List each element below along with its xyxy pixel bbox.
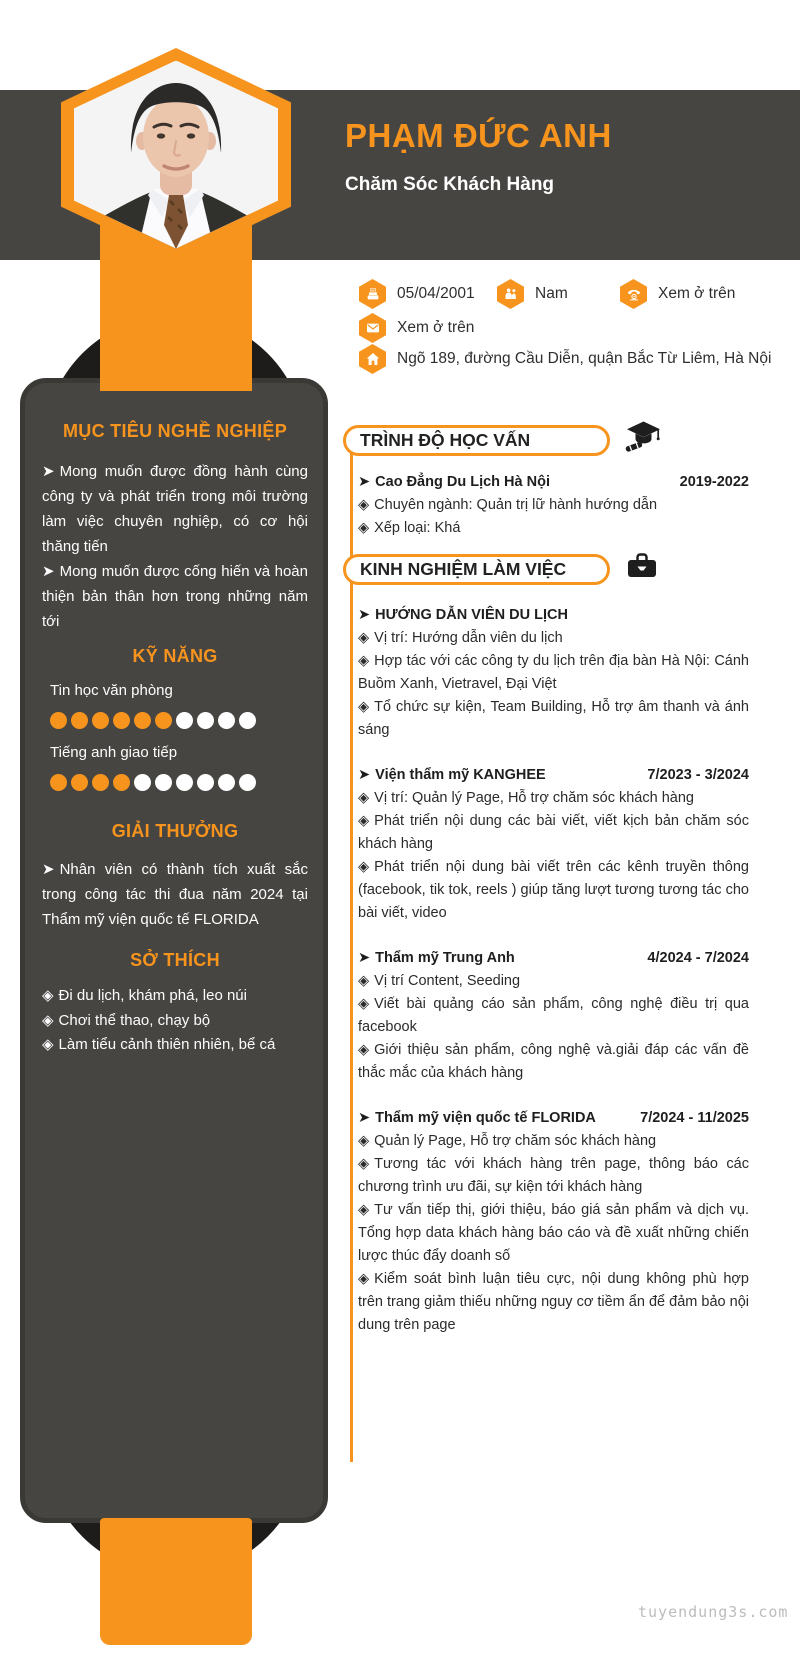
- diamond-bullet-icon: ◈: [358, 1156, 370, 1172]
- envelope-icon: [359, 313, 386, 343]
- contact-dob: [359, 279, 475, 309]
- hobby-item-text: Đi du lịch, khám phá, leo núi: [58, 987, 247, 1004]
- job-period: 7/2023 - 3/2024: [647, 767, 749, 783]
- skill-dot: [50, 774, 67, 791]
- objective-list: [42, 459, 308, 634]
- job-period: 4/2024 - 7/2024: [647, 950, 749, 966]
- skill-label: Tin học văn phòng: [50, 682, 173, 699]
- skill-rating: [50, 712, 308, 729]
- hobby-item: [42, 1033, 308, 1058]
- arrow-bullet-icon: ➤: [42, 861, 55, 878]
- job-detail: [358, 1153, 749, 1199]
- award-item-text: Nhân viên có thành tích xuất sắc trong công tác thi đua năm 2024 tại Thẩm mỹ viện quốc tế FLORIDA: [42, 861, 308, 928]
- awards-list: [42, 857, 308, 932]
- timeline-line: [350, 442, 353, 1462]
- contact-gender: [497, 279, 568, 309]
- diamond-bullet-icon: ◈: [358, 699, 370, 715]
- skill-dot: [197, 712, 214, 729]
- graduation-cap-icon: [625, 420, 662, 458]
- job-detail-text: Vị trí Content, Seeding: [374, 973, 521, 989]
- job-title-row: [358, 604, 749, 627]
- photo-hexagon-border: [61, 48, 291, 261]
- job-detail-text: Quản lý Page, Hỗ trợ chăm sóc khách hàng: [374, 1133, 657, 1149]
- education-entry-title-row: [358, 471, 749, 494]
- skill-dot: [134, 712, 151, 729]
- contact-email-value: Xem ở trên: [397, 319, 475, 336]
- school-name: [358, 471, 550, 494]
- arrow-bullet-icon: ➤: [358, 767, 371, 783]
- skills-list: [42, 682, 308, 791]
- skill-dot: [71, 712, 88, 729]
- objective-heading: MỤC TIÊU NGHỀ NGHIỆP: [62, 421, 287, 441]
- job-detail: [358, 787, 749, 810]
- job-detail-text: Tổ chức sự kiện, Team Building, Hỗ trợ âm thanh và ánh sáng: [358, 699, 749, 738]
- telephone-icon: [620, 279, 647, 309]
- job-detail: [358, 650, 749, 696]
- diamond-bullet-icon: ◈: [42, 987, 54, 1004]
- job-detail-text: Vị trí: Quản lý Page, Hỗ trợ chăm sóc khách hàng: [374, 790, 694, 806]
- job-period: 7/2024 - 11/2025: [640, 1110, 749, 1126]
- job-detail-text: Giới thiệu sản phẩm, công nghệ và.giải đáp các vấn đề thắc mắc của khách hàng: [358, 1042, 749, 1081]
- company-name-text: Thẩm mỹ Trung Anh: [375, 950, 515, 966]
- company-name: [358, 1107, 596, 1130]
- job-detail: [358, 993, 749, 1039]
- job-detail: [358, 627, 749, 650]
- briefcase-icon: [625, 551, 659, 586]
- job-detail-text: Kiểm soát bình luận tiêu cực, nội dung không phù hợp trên trang giảm thiếu những nguy cơ tiềm ẩn để đảm bảo nội dung trên page: [358, 1271, 749, 1333]
- arrow-bullet-icon: ➤: [358, 950, 371, 966]
- contact-dob-value: 05/04/2001: [397, 285, 475, 302]
- job-detail: [358, 856, 749, 925]
- company-name: [358, 947, 515, 970]
- diamond-bullet-icon: ◈: [358, 1133, 370, 1149]
- company-name: [358, 604, 568, 627]
- job-title-row: [358, 947, 749, 970]
- contact-phone: [620, 279, 735, 309]
- diamond-bullet-icon: ◈: [358, 790, 370, 806]
- arrow-bullet-icon: ➤: [358, 607, 371, 623]
- contact-phone-value: Xem ở trên: [658, 285, 736, 302]
- job-detail: [358, 1130, 749, 1153]
- education-detail: [358, 517, 749, 540]
- diamond-bullet-icon: ◈: [42, 1011, 54, 1029]
- skill-dot: [176, 712, 193, 729]
- job-detail: [358, 970, 749, 993]
- job-detail: [358, 1039, 749, 1085]
- job-entry: [358, 1107, 749, 1337]
- objective-item-text: Mong muốn được đồng hành cùng công ty và phát triển trong môi trường làm việc chuyên nghiệp, có cơ hội thăng tiến: [42, 463, 308, 555]
- contact-address-value: Ngõ 189, đường Cầu Diễn, quận Bắc Từ Liêm, Hà Nội: [397, 350, 772, 367]
- skill-dot: [218, 774, 235, 791]
- school-name-text: Cao Đẳng Du Lịch Hà Nội: [375, 474, 550, 490]
- hobbies-list: [42, 984, 308, 1058]
- diamond-bullet-icon: ◈: [358, 996, 370, 1012]
- house-icon: [359, 344, 386, 374]
- experience-heading: KINH NGHIỆM LÀM VIỆC: [360, 559, 567, 579]
- skill-dot: [197, 774, 214, 791]
- job-detail-text: Vị trí: Hướng dẫn viên du lịch: [374, 630, 563, 646]
- contact-gender-value: Nam: [535, 285, 568, 302]
- job-detail: [358, 810, 749, 856]
- awards-heading: GIẢI THƯỞNG: [111, 821, 239, 841]
- arrow-bullet-icon: ➤: [42, 563, 55, 580]
- education-period: 2019-2022: [679, 474, 749, 490]
- objective-item: [42, 559, 308, 634]
- person-name: PHẠM ĐỨC ANH: [345, 117, 612, 154]
- main-column: [343, 422, 749, 1359]
- diamond-bullet-icon: ◈: [42, 1036, 54, 1053]
- job-detail-text: Phát triển nội dung các bài viết, viết kịch bản chăm sóc khách hàng: [358, 813, 749, 852]
- job-detail-text: Tương tác với khách hàng trên page, thông báo các chương trình ưu đãi, sự kiện tới khách hàng: [358, 1156, 749, 1195]
- company-name-text: Thẩm mỹ viện quốc tế FLORIDA: [375, 1110, 596, 1126]
- education-detail-text: Chuyên ngành: Quản trị lữ hành hướng dẫn: [374, 497, 658, 513]
- diamond-bullet-icon: ◈: [358, 1042, 370, 1058]
- skill-dot: [71, 774, 88, 791]
- skill-dot: [155, 774, 172, 791]
- skills-heading: KỸ NĂNG: [132, 646, 218, 666]
- diamond-bullet-icon: ◈: [358, 497, 370, 513]
- arrow-bullet-icon: ➤: [358, 474, 371, 490]
- hobby-item: [42, 984, 308, 1009]
- skill-dot: [155, 712, 172, 729]
- job-detail-text: Hợp tác với các công ty du lịch trên địa bàn Hà Nội: Cánh Buồm Xanh, Vietravel, Đại Việt: [358, 653, 749, 692]
- skill-rating: [50, 774, 308, 791]
- education-detail-text: Xếp loại: Khá: [374, 520, 461, 536]
- skill-dot: [218, 712, 235, 729]
- experience-section: [343, 553, 749, 586]
- job-detail: [358, 1268, 749, 1337]
- arrow-bullet-icon: ➤: [358, 1110, 371, 1126]
- job-title-row: [358, 764, 749, 787]
- company-name-text: HƯỚNG DẪN VIÊN DU LỊCH: [375, 607, 568, 623]
- people-icon: [497, 279, 524, 309]
- objective-item: [42, 459, 308, 559]
- job-entry: [358, 947, 749, 1085]
- award-item: [42, 857, 308, 932]
- contact-email: [359, 313, 474, 343]
- job-title-row: [358, 1107, 749, 1130]
- objective-item-text: Mong muốn được cống hiến và hoàn thiện bản thân hơn trong những năm tới: [42, 563, 308, 630]
- experience-section-header: [343, 554, 610, 585]
- diamond-bullet-icon: ◈: [358, 1202, 370, 1218]
- hobbies-heading: SỞ THÍCH: [130, 950, 220, 970]
- job-detail: [358, 1199, 749, 1268]
- skill-dot: [176, 774, 193, 791]
- profile-photo: [74, 61, 278, 249]
- birthday-cake-icon: [359, 279, 386, 309]
- job-detail-text: Phát triển nội dung bài viết trên các kênh truyền thông (facebook, tik tok, reels ) giúp tăng lượt tương tương tác cho bài viết, video: [358, 859, 749, 921]
- diamond-bullet-icon: ◈: [358, 520, 370, 536]
- diamond-bullet-icon: ◈: [358, 1271, 370, 1287]
- skill-dot: [239, 774, 256, 791]
- company-name-text: Viện thẩm mỹ KANGHEE: [375, 767, 546, 783]
- diamond-bullet-icon: ◈: [358, 630, 370, 646]
- skill-dot: [239, 712, 256, 729]
- education-section: [343, 422, 749, 458]
- education-detail: [358, 494, 749, 517]
- contact-address: [359, 344, 771, 374]
- skill-dot: [92, 712, 109, 729]
- job-entry: [358, 604, 749, 742]
- hobby-item-text: Làm tiểu cảnh thiên nhiên, bể cá: [58, 1036, 276, 1053]
- arrow-bullet-icon: ➤: [42, 463, 55, 480]
- portrait-illustration: [74, 61, 278, 249]
- profile-photo-frame: [61, 48, 291, 261]
- experience-entries: [358, 604, 749, 1337]
- diamond-bullet-icon: ◈: [358, 813, 370, 829]
- ribbon-bottom: [100, 1518, 252, 1645]
- watermark: tuyendung3s.com: [638, 1603, 789, 1621]
- skill-dot: [113, 712, 130, 729]
- job-entry: [358, 764, 749, 925]
- diamond-bullet-icon: ◈: [358, 859, 370, 875]
- job-detail: [358, 696, 749, 742]
- skill-label: Tiếng anh giao tiếp: [50, 744, 178, 761]
- job-detail-text: Viết bài quảng cáo sản phẩm, công nghệ điều trị qua facebook: [358, 996, 749, 1035]
- skill-dot: [92, 774, 109, 791]
- diamond-bullet-icon: ◈: [358, 653, 370, 669]
- education-heading: TRÌNH ĐỘ HỌC VẤN: [360, 429, 531, 450]
- sidebar: [20, 378, 328, 1523]
- education-entries: [358, 471, 749, 540]
- skill-dot: [113, 774, 130, 791]
- person-job-title: Chăm Sóc Khách Hàng: [345, 174, 555, 195]
- education-section-header: [343, 425, 610, 456]
- company-name: [358, 764, 546, 787]
- job-detail-text: Tư vấn tiếp thị, giới thiệu, báo giá sản phẩm và dịch vụ. Tổng hợp data khách hàng báo cáo và đề xuất những chiến lược thúc đẩy doanh số: [358, 1202, 749, 1264]
- diamond-bullet-icon: ◈: [358, 973, 370, 989]
- hobby-item: [42, 1009, 308, 1034]
- hobby-item-text: Chơi thể thao, chạy bộ: [58, 1011, 211, 1029]
- skill-dot: [134, 774, 151, 791]
- skill-dot: [50, 712, 67, 729]
